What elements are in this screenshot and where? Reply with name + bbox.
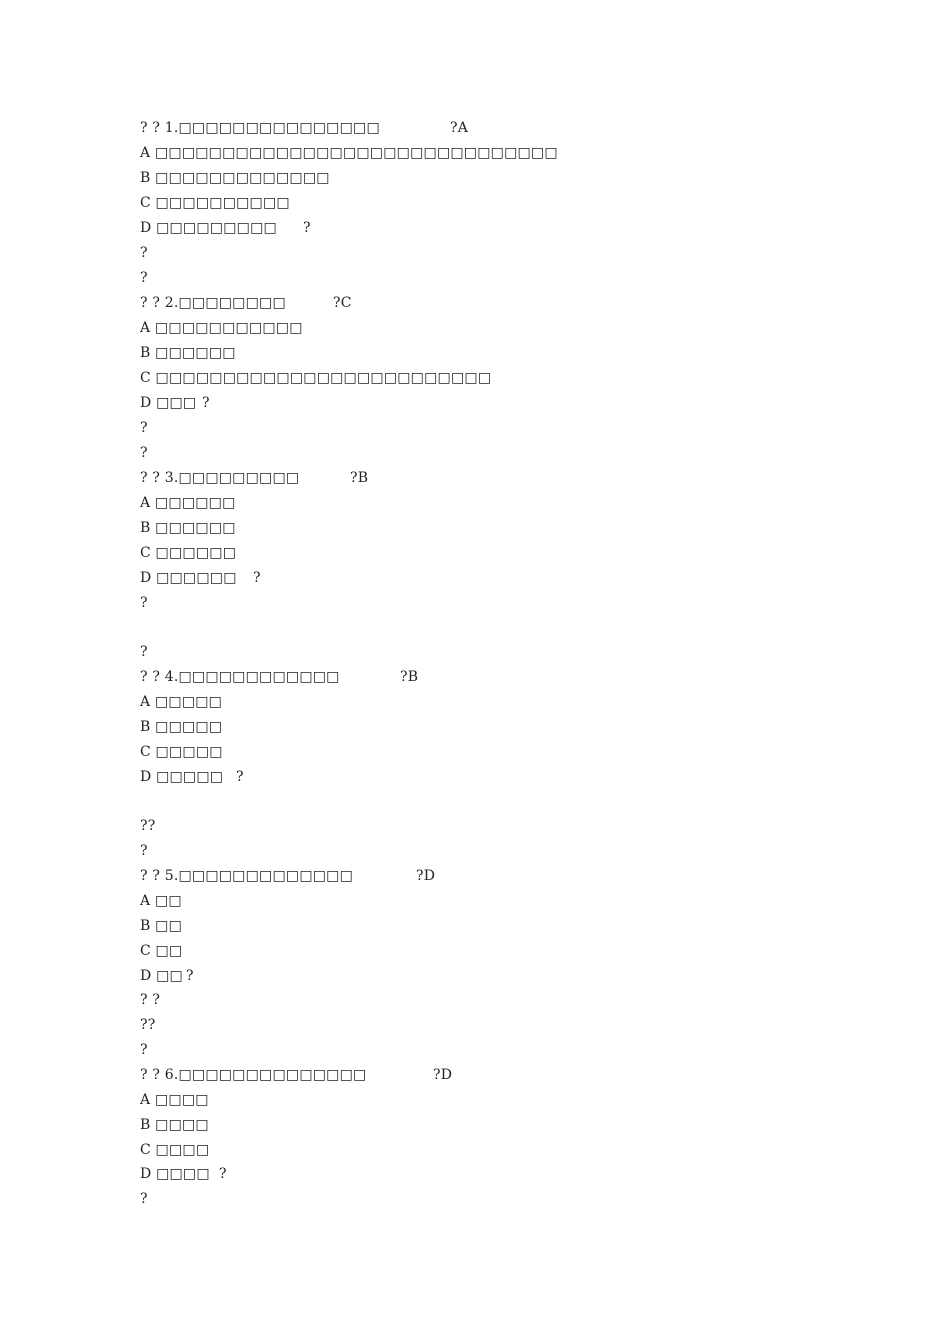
question-4-option-b: B □□□□□ [140,719,223,735]
question-5-option-b: B □□ [140,918,182,934]
question-2-option-a: A □□□□□□□□□□□ [140,320,303,336]
question-4-answer: ?B [400,669,419,685]
question-1-answer: ?A [450,120,469,136]
question-6-option-d-mark: ? [219,1166,227,1182]
question-1-option-d: D □□□□□□□□□ [140,220,277,236]
question-5-option-c: C □□ [140,943,183,959]
question-6-answer: ?D [433,1067,453,1083]
text-line: ? [140,595,148,611]
question-2-option-b: B □□□□□□ [140,345,236,361]
question-1-option-b: B □□□□□□□□□□□□□ [140,170,330,186]
question-6-option-b: B □□□□ [140,1117,209,1133]
question-4-option-d: D □□□□□ [140,769,224,785]
question-2-option-d-mark: ? [202,395,210,411]
question-3-stem: ? ? 3.□□□□□□□□□ [140,470,300,486]
question-4-option-d-mark: ? [236,769,244,785]
text-line: ? [140,1191,148,1207]
question-3-option-d-mark: ? [253,570,261,586]
question-4-stem: ? ? 4.□□□□□□□□□□□□ [140,669,340,685]
text-line: ? [140,245,148,261]
question-5-stem: ? ? 5.□□□□□□□□□□□□□ [140,868,354,884]
text-line: ? [140,420,148,436]
question-5-option-d-mark: ? [186,968,194,984]
question-6-option-d: D □□□□ [140,1166,210,1182]
question-1-stem: ? ? 1.□□□□□□□□□□□□□□□ [140,120,380,136]
question-1-option-d-mark: ? [303,220,311,236]
text-line: ? [140,644,148,660]
text-line: ? [140,843,148,859]
question-5-option-d: D □□ [140,968,183,984]
text-line: ? [140,270,148,286]
text-line: ? ? [140,992,161,1008]
question-3-option-c: C □□□□□□ [140,545,237,561]
question-2-option-d: D □□□ [140,395,197,411]
text-line: ? [140,1042,148,1058]
question-2-stem: ? ? 2.□□□□□□□□ [140,295,286,311]
question-6-option-c: C □□□□ [140,1142,210,1158]
question-3-answer: ?B [350,470,369,486]
text-line: ?? [140,1017,156,1033]
question-3-option-b: B □□□□□□ [140,520,236,536]
question-6-option-a: A □□□□ [140,1092,209,1108]
question-6-stem: ? ? 6.□□□□□□□□□□□□□□ [140,1067,367,1083]
question-1-option-c: C □□□□□□□□□□ [140,195,290,211]
question-5-option-a: A □□ [140,893,182,909]
text-line: ? [140,445,148,461]
question-4-option-a: A □□□□□ [140,694,223,710]
question-2-answer: ?C [333,295,352,311]
text-line: ?? [140,818,156,834]
question-5-answer: ?D [416,868,436,884]
question-3-option-a: A □□□□□□ [140,495,236,511]
question-4-option-c: C □□□□□ [140,744,223,760]
question-3-option-d: D □□□□□□ [140,570,237,586]
question-1-option-a: A □□□□□□□□□□□□□□□□□□□□□□□□□□□□□□ [140,145,558,161]
question-2-option-c: C □□□□□□□□□□□□□□□□□□□□□□□□□ [140,370,492,386]
